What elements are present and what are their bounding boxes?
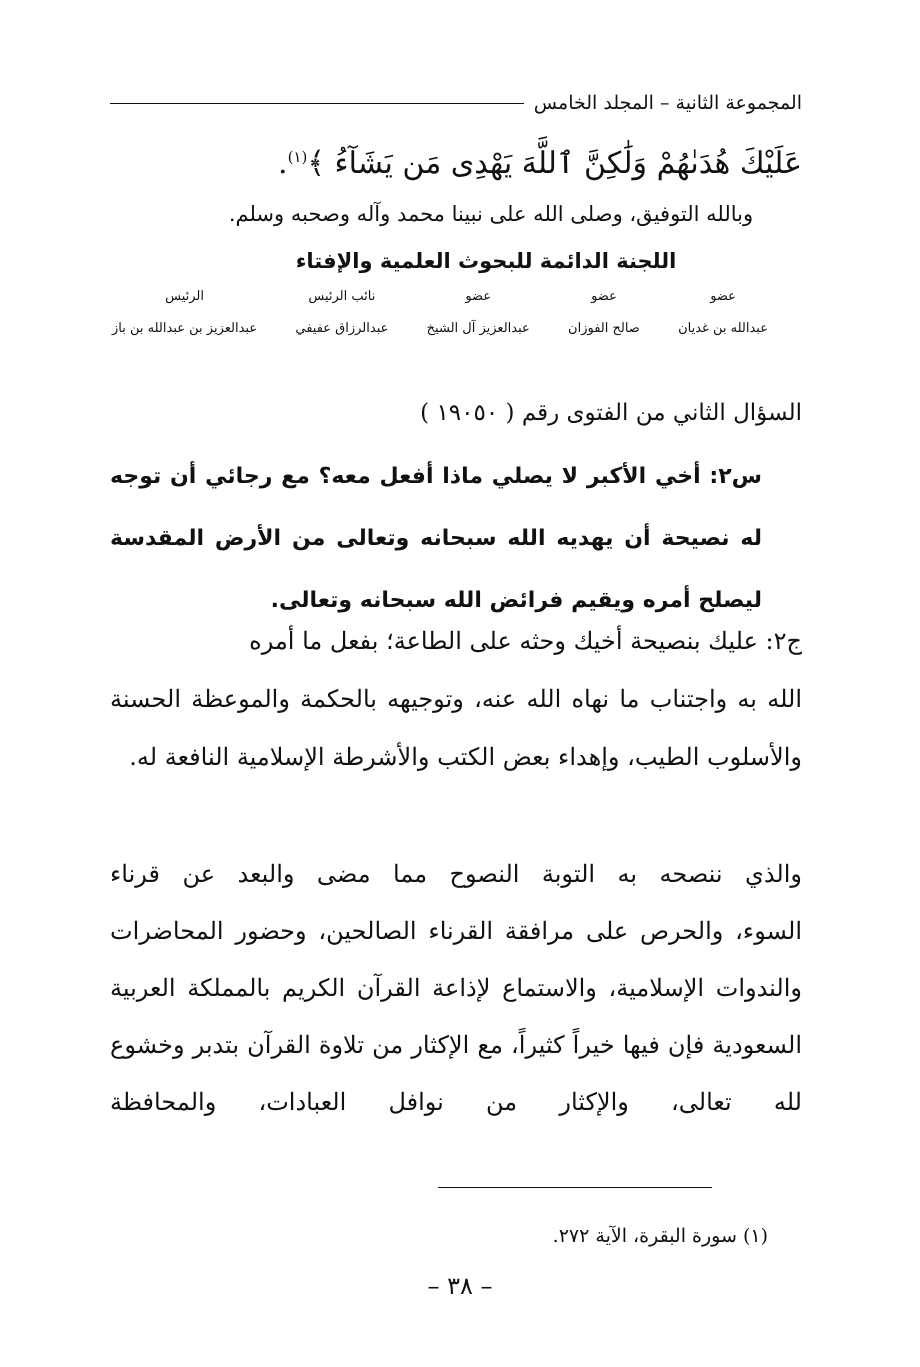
verse-text: عَلَيْكَ هُدَىٰهُمْ وَلَٰكِنَّ ٱللَّهَ يَهْدِى مَن يَشَآءُ ﴾ — [307, 146, 802, 181]
signatory-name: عبدالعزيز بن عبدالله بن باز — [112, 321, 258, 336]
signatory — [427, 288, 530, 338]
signature-block — [112, 288, 768, 338]
advice-paragraph — [110, 846, 802, 1131]
signatory-name: عبدالله بن غديان — [678, 321, 768, 336]
signatory — [678, 288, 768, 338]
signatory — [568, 288, 640, 338]
signatory-role: عضو — [465, 289, 492, 304]
header-rule — [110, 103, 524, 104]
signatory-role: عضو — [591, 289, 617, 304]
question-text: س٢: أخي الأكبر لا يصلي ماذا أفعل معه؟ مع رجائي أن توجه له نصيحة أن يهديه الله سبحانه وتعالى من الأرض المقدسة ليصلح أمره ويقيم فرائض الله سبحانه وتعالى. — [110, 464, 762, 613]
running-title: المجموعة الثانية – المجلد الخامس — [533, 92, 802, 114]
answer-body: الله به واجتناب ما نهاه الله عنه، وتوجيهه بالحكمة والموعظة الحسنة والأسلوب الطيب، وإهداء بعض الكتب والأشرطة الإسلامية النافعة له. — [110, 685, 802, 771]
closing-line: وبالله التوفيق، وصلى الله على نبينا محمد وآله وصحبه وسلم. — [228, 202, 754, 226]
signatory-name: عبدالعزيز آل الشيخ — [426, 321, 530, 336]
answer-first-line: ج٢: عليك بنصيحة أخيك وحثه على الطاعة؛ بفعل ما أمره — [249, 627, 802, 655]
running-header — [110, 92, 802, 114]
footnote-rule — [438, 1187, 712, 1188]
advice-first-line: والذي ننصحه به التوبة النصوح مما مضى والبعد عن قرناء — [110, 860, 802, 888]
verse-footnote-ref: (١) — [287, 148, 308, 166]
committee-title: اللجنة الدائمة للبحوث العلمية والإفتاء — [295, 249, 677, 273]
footnote: (١) سورة البقرة، الآية ٢٧٢. — [552, 1225, 768, 1247]
signatory-role: نائب الرئيس — [308, 289, 376, 304]
signatory-role: عضو — [710, 289, 736, 304]
quran-verse — [110, 134, 802, 187]
signatory — [112, 288, 257, 338]
advice-body: السوء، والحرص على مرافقة القرناء الصالحين، وحضور المحاضرات والندوات الإسلامية، والاستماع لإذاعة القرآن الكريم بالمملكة العربية السعودية فإن فيها خيراً كثيراً، مع الإكثار من تلاوة القرآن بتدبر وخشوع لله تعالى، والإكثار من نوافل العبادات، والمحافظة — [110, 917, 802, 1116]
verse-end-dot: . — [278, 146, 288, 181]
page-number: – ٣٨ – — [427, 1272, 493, 1300]
signatory — [295, 288, 388, 338]
signatory-role: الرئيس — [165, 289, 204, 304]
signatory-name: عبدالرزاق عفيفي — [295, 321, 389, 336]
signatory-name: صالح الفوزان — [568, 321, 640, 336]
answer-text — [110, 612, 802, 786]
fatwa-heading: السؤال الثاني من الفتوى رقم ( ١٩٠٥٠ ) — [420, 400, 802, 426]
